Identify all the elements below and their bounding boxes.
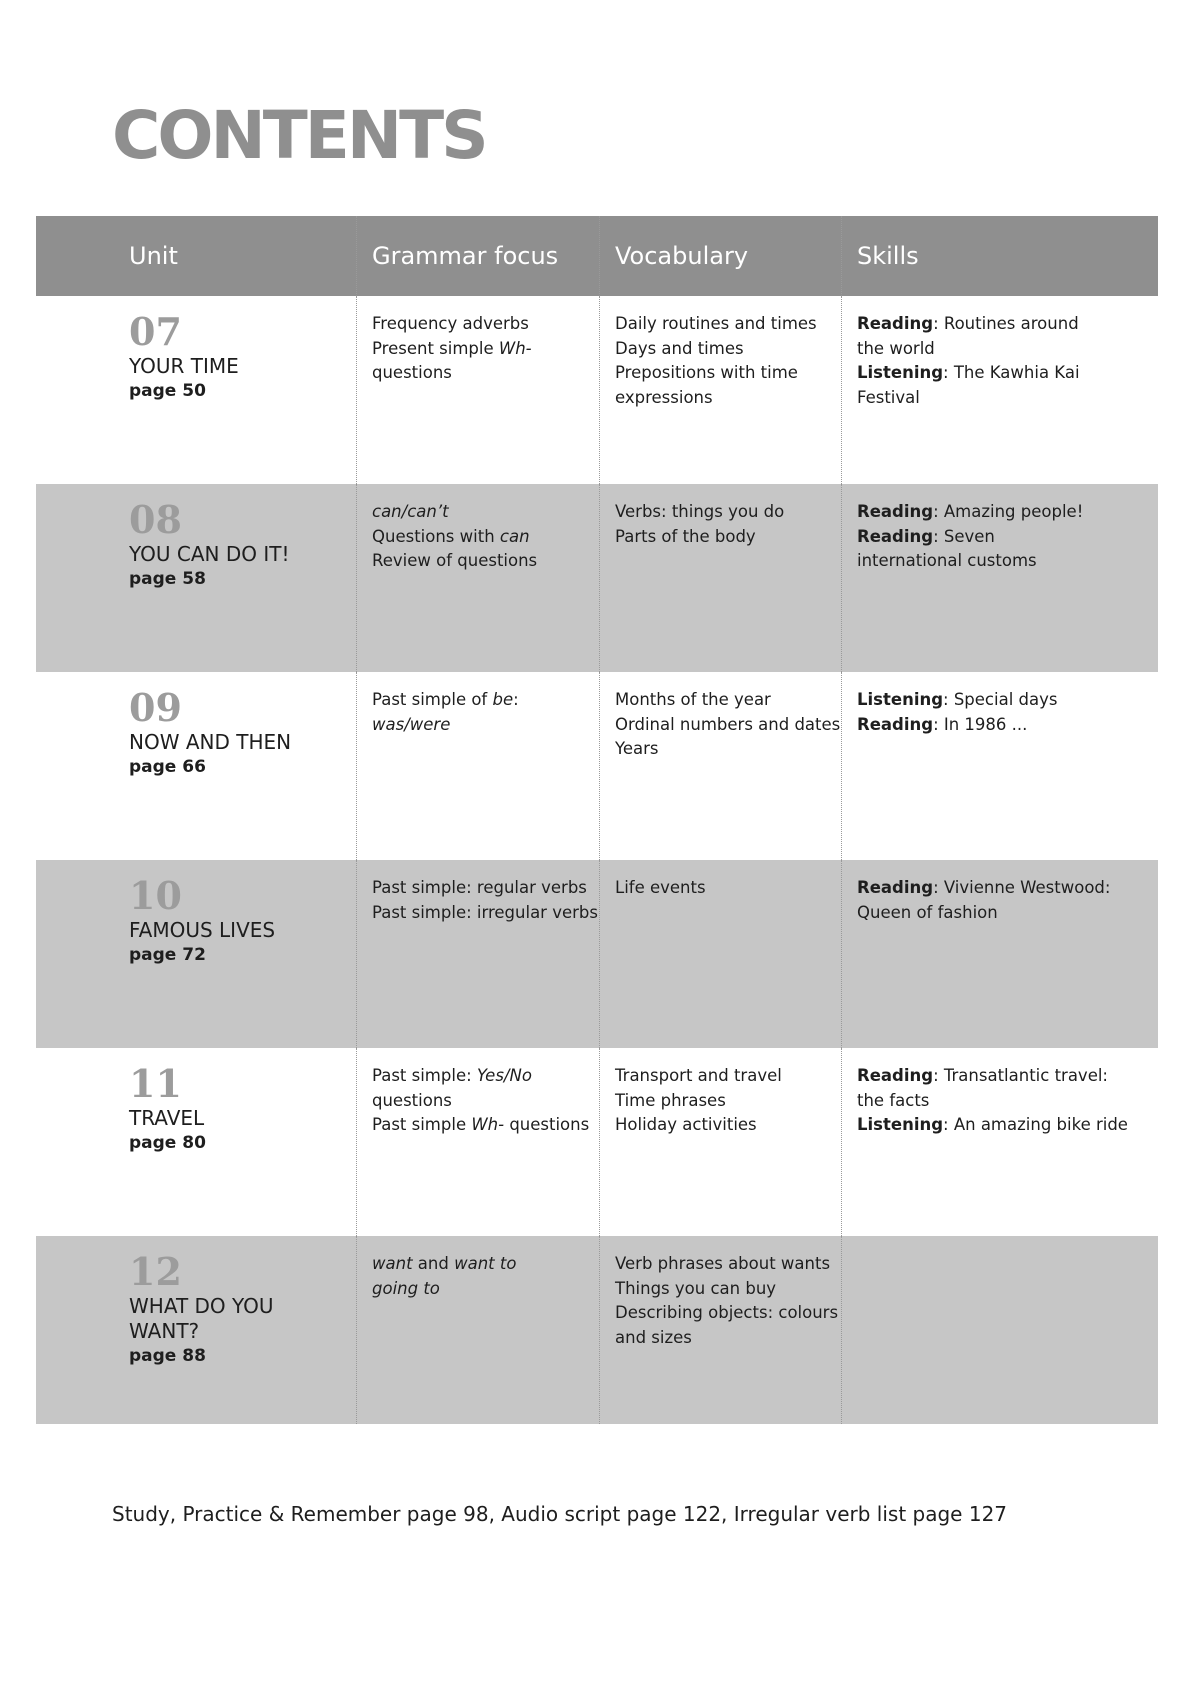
unit-page-link[interactable]: page 80 [129,1133,206,1153]
vocabulary-text: Daily routines and times [615,314,817,333]
vocabulary-text: Parts of the body [615,526,756,546]
grammar-text: want [372,1254,413,1273]
vocabulary-cell [599,860,841,1048]
vocabulary-line [615,1252,841,1277]
unit-title: FAMOUS LIVES [129,918,276,942]
unit-page-link[interactable]: page 66 [129,757,206,777]
vocabulary-text: Verb phrases about wants [615,1254,831,1273]
vocabulary-cell [599,672,841,860]
table-row [36,296,1158,484]
skills-line [857,525,1158,550]
grammar-line [372,1089,599,1114]
vocabulary-line [615,1064,841,1089]
vocabulary-line [615,500,841,525]
grammar-cell [356,672,599,860]
unit-cell [36,1048,356,1236]
vocabulary-text: Verbs: things you do [615,502,785,521]
grammar-line [372,688,599,713]
grammar-line [372,1277,599,1302]
header-vocabulary: Vocabulary [599,216,841,296]
vocabulary-line [615,312,841,337]
vocabulary-text: Describing objects: colours [615,1303,839,1322]
vocabulary-cell [599,484,841,672]
unit-cell [36,484,356,672]
skills-text: : Routines around [933,314,1079,333]
contents-table [36,216,1158,1424]
skills-line [857,500,1158,525]
vocabulary-line [615,737,841,762]
unit-number: 10 [129,873,182,918]
grammar-text: questions [372,363,452,382]
grammar-text: Wh- [471,1115,505,1134]
unit-title: NOW AND THEN [129,730,292,754]
unit-number: 07 [129,309,182,354]
grammar-text: Frequency adverbs [372,314,529,333]
table-row [36,484,1158,672]
vocabulary-line [615,1089,841,1114]
vocabulary-text: Months of the year [615,690,771,709]
grammar-text: : [513,690,519,709]
grammar-line [372,901,599,926]
grammar-text: can/can’t [372,502,449,521]
table-row [36,860,1158,1048]
skills-cell [841,484,1158,672]
unit-number: 09 [129,685,182,730]
grammar-line [372,312,599,337]
unit-page-link[interactable]: page 72 [129,945,206,965]
skills-text: : Special days [943,690,1058,709]
skills-line [857,312,1158,337]
grammar-cell [356,1048,599,1236]
grammar-text: questions [504,1115,590,1134]
skills-line [857,1064,1158,1089]
skills-text: : Amazing people! [933,502,1084,521]
skills-line [857,876,1158,901]
grammar-line [372,500,599,525]
unit-title: TRAVEL [129,1106,205,1130]
skills-line [857,1113,1158,1138]
grammar-text: can [499,526,530,546]
header-grammar-focus: Grammar focus [356,216,599,296]
vocabulary-text: Things you can buy [615,1278,777,1298]
skills-cell [841,1236,1158,1424]
vocabulary-cell [599,1048,841,1236]
grammar-text: Past simple [372,1115,472,1134]
page-title: CONTENTS [112,97,486,174]
table-row [36,672,1158,860]
skills-text: : Transatlantic travel: [933,1066,1108,1085]
vocabulary-text: Holiday activities [615,1115,757,1134]
unit-cell [36,1236,356,1424]
skills-text: : Seven [933,526,995,546]
skills-text: Festival [857,387,920,407]
skills-text: the facts [857,1090,930,1110]
grammar-line [372,1113,599,1138]
grammar-line [372,1064,599,1089]
skills-text: Reading [857,314,934,333]
unit-title: WHAT DO YOU WANT? [129,1294,274,1343]
skills-text: Reading [857,1066,934,1085]
unit-page-link[interactable]: page 58 [129,569,206,589]
grammar-text: Review of questions [372,551,538,570]
skills-text: Listening [857,363,944,382]
vocabulary-line [615,1277,841,1302]
vocabulary-text: expressions [615,387,713,407]
vocabulary-text: Prepositions with time [615,363,798,382]
skills-text: Reading [857,878,934,897]
grammar-line [372,549,599,574]
vocabulary-line [615,713,841,738]
vocabulary-line [615,386,841,411]
skills-text: : Vivienne Westwood: [933,878,1111,897]
grammar-text: be [492,690,514,709]
grammar-cell [356,484,599,672]
skills-cell [841,1048,1158,1236]
grammar-line [372,876,599,901]
vocabulary-line [615,688,841,713]
skills-text: Reading [857,714,934,734]
skills-text: international customs [857,551,1037,570]
unit-cell [36,672,356,860]
vocabulary-line [615,1326,841,1351]
unit-page-link[interactable]: page 88 [129,1346,206,1366]
skills-line [857,386,1158,411]
skills-text: Listening [857,690,944,709]
skills-line [857,1089,1158,1114]
skills-text: Reading [857,502,934,521]
grammar-cell [356,296,599,484]
skills-line [857,337,1158,362]
vocabulary-line [615,876,841,901]
grammar-text: Present simple [372,338,499,358]
vocabulary-text: Years [615,739,659,758]
grammar-text: and [412,1254,455,1273]
footer-references: Study, Practice & Remember page 98, Audio script page 122, Irregular verb list page 127 [112,1502,1008,1526]
vocabulary-text: Transport and travel [615,1066,782,1085]
table-header [36,216,1158,296]
vocabulary-text: Life events [615,878,706,897]
grammar-text: Past simple: [372,1066,477,1085]
vocabulary-line [615,1301,841,1326]
grammar-cell [356,860,599,1048]
vocabulary-line [615,361,841,386]
grammar-line [372,337,599,362]
grammar-line [372,713,599,738]
vocabulary-line [615,337,841,362]
grammar-text: going to [372,1278,440,1298]
skills-line [857,361,1158,386]
skills-text: Reading [857,526,934,546]
vocabulary-line [615,525,841,550]
skills-text: : The Kawhia Kai [943,363,1080,382]
grammar-text: Wh- [498,338,532,358]
header-unit: Unit [129,242,178,270]
grammar-cell [356,1236,599,1424]
skills-cell [841,296,1158,484]
skills-line [857,549,1158,574]
grammar-line [372,361,599,386]
header-skills: Skills [841,216,1158,296]
vocabulary-text: and sizes [615,1327,692,1347]
skills-text: Listening [857,1115,944,1134]
skills-text: : An amazing bike ride [943,1115,1128,1134]
skills-cell [841,672,1158,860]
table-body [36,296,1158,1424]
skills-text: the world [857,338,935,358]
vocabulary-cell [599,296,841,484]
unit-number: 08 [129,497,182,542]
vocabulary-text: Time phrases [615,1090,726,1110]
table-row [36,1236,1158,1424]
table-row [36,1048,1158,1236]
vocabulary-text: Ordinal numbers and dates [615,714,841,734]
skills-text: : In 1986 ... [933,714,1028,734]
skills-line [857,713,1158,738]
grammar-text: was/were [372,714,451,734]
grammar-line [372,525,599,550]
vocabulary-line [615,1113,841,1138]
unit-title: YOU CAN DO IT! [129,542,290,566]
vocabulary-cell [599,1236,841,1424]
unit-cell [36,296,356,484]
skills-line [857,901,1158,926]
skills-cell [841,860,1158,1048]
unit-cell [36,860,356,1048]
skills-text: Queen of fashion [857,902,998,922]
grammar-text: want to [454,1254,517,1273]
unit-number: 11 [129,1061,182,1106]
grammar-text: Past simple: irregular verbs [372,902,598,922]
grammar-text: Past simple: regular verbs [372,878,587,897]
grammar-text: Yes/No [476,1066,532,1085]
unit-page-link[interactable]: page 50 [129,381,206,401]
grammar-text: Questions with [372,526,500,546]
vocabulary-text: Days and times [615,338,744,358]
grammar-line [372,1252,599,1277]
grammar-text: Past simple of [372,690,493,709]
grammar-text: questions [372,1090,452,1110]
unit-title: YOUR TIME [129,354,239,378]
skills-line [857,688,1158,713]
unit-number: 12 [129,1249,182,1294]
